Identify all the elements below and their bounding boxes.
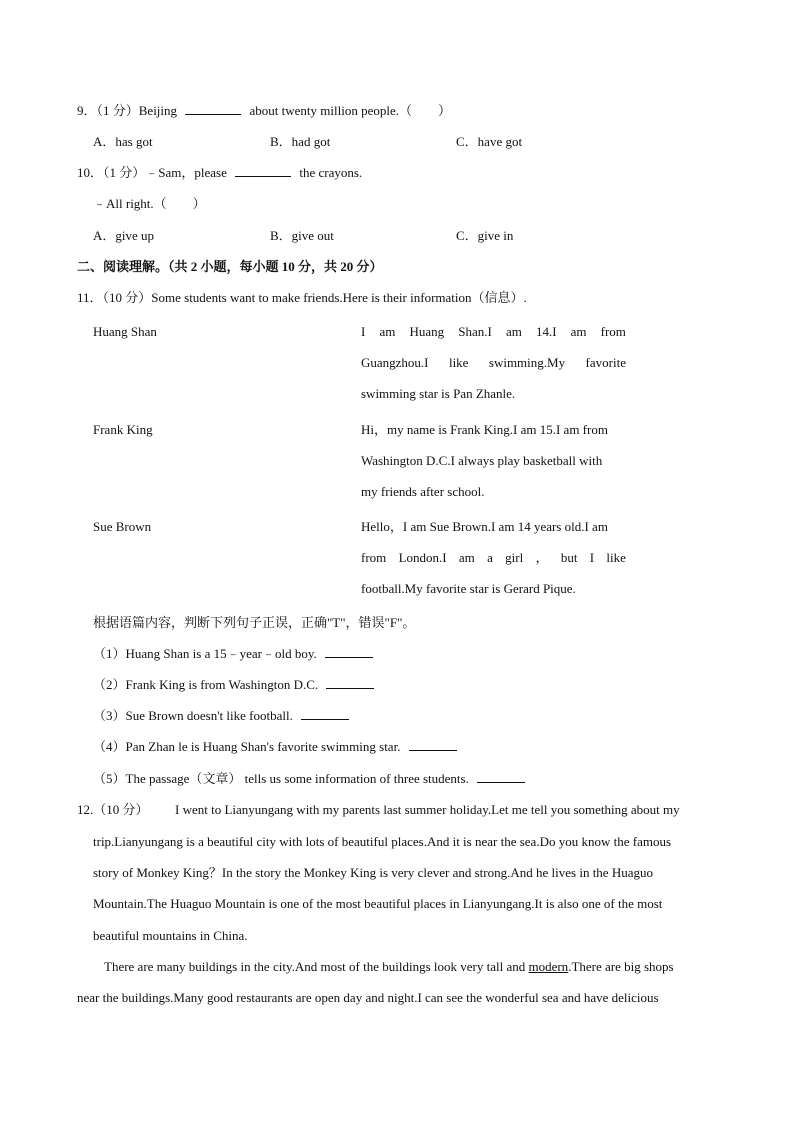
- person-info-line: swimming star is Pan Zhanle.: [361, 386, 516, 401]
- answer-blank: [325, 646, 373, 658]
- w: I: [589, 550, 595, 565]
- person-info-line: [361, 324, 626, 340]
- passage-line: [104, 959, 674, 975]
- answer-blank: [301, 708, 349, 720]
- w: but: [560, 550, 578, 565]
- instruction: 根据语篇内容，判断下列句子正误，正确"T"，错误"F"。: [93, 615, 416, 630]
- statement-3: [93, 708, 349, 724]
- question-10-suffix: the crayons.: [299, 165, 363, 180]
- section-title: 二、阅读理解。（共 2 小题，每小题 10 分，共 20 分）: [77, 259, 383, 274]
- w: Huang: [409, 324, 445, 339]
- w: girl: [505, 550, 524, 565]
- statement-text: （5）The passage（文章） tells us some information of three students.: [93, 771, 469, 786]
- statement-text: （1）Huang Shan is a 15﹣year﹣old boy.: [93, 646, 317, 661]
- w: am: [570, 324, 587, 339]
- answer-blank: [326, 677, 374, 689]
- question-10-reply: ﹣All right.（ ）: [93, 196, 206, 211]
- passage-line: story of Monkey King？In the story the Monkey King is very clever and strong.And he lives in the Huaguo: [93, 865, 653, 880]
- passage-text: .There are big shops: [568, 959, 674, 974]
- person-info-line: [361, 550, 626, 566]
- w: I: [361, 324, 366, 339]
- w: am: [379, 324, 396, 339]
- question-10-prefix: 10．（1 分）﹣Sam，please: [77, 165, 227, 180]
- w: am: [505, 324, 522, 339]
- passage-line: I went to Lianyungang with my parents last summer holiday.Let me tell you something about my: [175, 802, 680, 817]
- person-info-line: Washington D.C.I always play basketball with: [361, 453, 603, 468]
- question-11-header: 11．（10 分）Some students want to make friends.Here is their information（信息）.: [77, 290, 527, 305]
- w: like: [448, 355, 469, 370]
- option-c: C．give in: [456, 228, 514, 243]
- option-a: A．give up: [93, 228, 155, 243]
- question-12-label: 12.（10 分）: [77, 802, 149, 817]
- question-9-suffix: about twenty million people.（ ）: [249, 103, 452, 118]
- person-name: Sue Brown: [93, 519, 152, 534]
- person-info-line: football.My favorite star is Gerard Pique.: [361, 581, 576, 596]
- statement-5: [93, 771, 525, 787]
- person-name: Huang Shan: [93, 324, 157, 339]
- question-9-stem: [77, 103, 451, 119]
- person-info-line: [361, 355, 626, 371]
- w: like: [606, 550, 626, 565]
- statement-text: （3）Sue Brown doesn't like football.: [93, 708, 293, 723]
- question-10-stem: [77, 165, 362, 181]
- passage-line: trip.Lianyungang is a beautiful city with lots of beautiful places.And it is near the sea.Do you know the famous: [93, 834, 672, 849]
- passage-line: near the buildings.Many good restaurants are open day and night.I can see the wonderful sea and have delicious: [77, 990, 659, 1005]
- passage-line: Mountain.The Huaguo Mountain is one of the most beautiful places in Lianyungang.It is also one of the most: [93, 896, 663, 911]
- w: Guangzhou.I: [361, 355, 429, 370]
- w: swimming.My: [488, 355, 566, 370]
- person-info-line: my friends after school.: [361, 484, 485, 499]
- w: London.I: [398, 550, 447, 565]
- passage-line: beautiful mountains in China.: [93, 928, 248, 943]
- w: am: [458, 550, 475, 565]
- statement-1: [93, 646, 373, 662]
- option-b: B．had got: [270, 134, 331, 149]
- question-9-prefix: 9．（1 分）Beijing: [77, 103, 178, 118]
- w: Shan.I: [458, 324, 492, 339]
- person-name: Frank King: [93, 422, 153, 437]
- answer-blank: [477, 771, 525, 783]
- w: from: [600, 324, 626, 339]
- underlined-word: modern: [528, 959, 569, 974]
- w: ，: [535, 550, 549, 565]
- passage-text: There are many buildings in the city.And most of the buildings look very tall and: [104, 959, 526, 974]
- w: from: [361, 550, 387, 565]
- statement-text: （2）Frank King is from Washington D.C.: [93, 677, 319, 692]
- option-a: A．has got: [93, 134, 153, 149]
- w: favorite: [585, 355, 626, 370]
- person-info-line: Hello，I am Sue Brown.I am 14 years old.I am: [361, 519, 608, 534]
- statement-4: [93, 739, 457, 755]
- person-info-line: Hi，my name is Frank King.I am 15.I am from: [361, 422, 608, 437]
- statement-text: （4）Pan Zhan le is Huang Shan's favorite swimming star.: [93, 739, 401, 754]
- answer-blank: [235, 165, 291, 177]
- w: a: [487, 550, 493, 565]
- option-c: C．have got: [456, 134, 523, 149]
- answer-blank: [409, 739, 457, 751]
- statement-2: [93, 677, 374, 693]
- w: 14.I: [535, 324, 557, 339]
- option-b: B．give out: [270, 228, 334, 243]
- answer-blank: [185, 103, 241, 115]
